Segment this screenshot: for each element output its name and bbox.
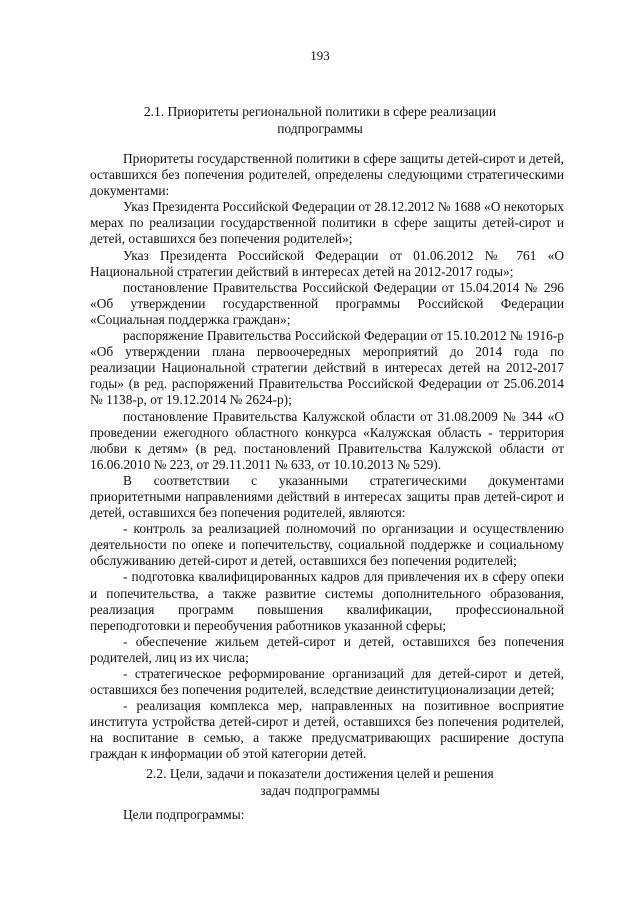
list-item: - обеспечение жильем детей-сирот и детей, оставшихся без попечения родителей, лиц из их числа; bbox=[90, 633, 564, 665]
paragraph: В соответствии с указанными стратегическими документами приоритетными направлениями действий в интересах защиты прав детей-сирот и детей, оставшихся без попечения родителей, являются: bbox=[90, 472, 564, 521]
paragraph: распоряжение Правительства Российской Федерации от 15.10.2012 № 1916-р «Об утверждении плана первоочередных мероприятий до 2014 года по реализации Национальной стратегии действий в интересах детей на 2012-2017 годы» (в ред. распоряжений Правительства Российской Федерации от 25.06.2014 № 1138-р, от 19.12.2014 № 2624-р); bbox=[90, 328, 564, 408]
list-item: - контроль за реализацией полномочий по организации и осуществлению деятельности по опеке и попечительству, социальной поддержке и социальному обслуживанию детей-сирот и детей, оставшихся без попечения родителей; bbox=[90, 521, 564, 569]
section-body-2-2 bbox=[90, 807, 564, 823]
section-body-2-1 bbox=[90, 151, 564, 763]
list-item: - подготовка квалифицированных кадров для привлечения их в сферу опеки и попечительства, а также развитие системы дополнительного образования, реализация программ повышения квалификации, профессиональной переподготовки и переобучения работников указанной сферы; bbox=[90, 569, 564, 633]
section-heading-line: 2.2. Цели, задачи и показатели достижения целей и решения bbox=[146, 766, 494, 781]
list-item: - стратегическое реформирование организаций для детей-сирот и детей, оставшихся без попечения родителей, вследствие деинституционализации детей; bbox=[90, 666, 564, 698]
paragraph: Указ Президента Российской Федерации от 28.12.2012 № 1688 «О некоторых мерах по реализации государственной политики в сфере защиты детей-сирот и детей, оставшихся без попечения родителей»; bbox=[90, 199, 564, 247]
paragraph: Приоритеты государственной политики в сфере защиты детей-сирот и детей, оставшихся без попечения родителей, определены следующими стратегическими документами: bbox=[90, 151, 565, 199]
section-heading-2-2 bbox=[0, 765, 640, 799]
section-heading-line: 2.1. Приоритеты региональной политики в сфере реализации bbox=[143, 104, 497, 119]
section-heading-line: подпрограммы bbox=[277, 121, 363, 136]
paragraph: постановление Правительства Калужской области от 31.08.2009 № 344 «О проведении ежегодного областного конкурса «Калужская область - территория любви к детям» (в ред. постановлений Правительства Калужской области от 16.06.2010 № 223, от 29.11.2011 № 633, от 10.10.2013 № 529). bbox=[90, 408, 564, 472]
list-item: - реализация комплекса мер, направленных на позитивное восприятие института устройства детей-сирот и детей, оставшихся без попечения родителей, на воспитание в семью, а также предусматривающих расширение доступа граждан к информации об этой категории детей. bbox=[90, 698, 564, 762]
paragraph: Указ Президента Российской Федерации от 01.06.2012 № 761 «О Национальной стратегии действий в интересах детей на 2012-2017 годы»; bbox=[90, 247, 564, 279]
page-number: 193 bbox=[310, 48, 330, 63]
paragraph: Цели подпрограммы: bbox=[123, 807, 245, 822]
section-heading-2-1 bbox=[0, 103, 640, 137]
section-heading-line: задач подпрограммы bbox=[260, 783, 380, 798]
paragraph: постановление Правительства Российской Федерации от 15.04.2014 № 296 «Об утверждении государственной программы Российской Федерации «Социальная поддержка граждан»; bbox=[90, 279, 564, 327]
